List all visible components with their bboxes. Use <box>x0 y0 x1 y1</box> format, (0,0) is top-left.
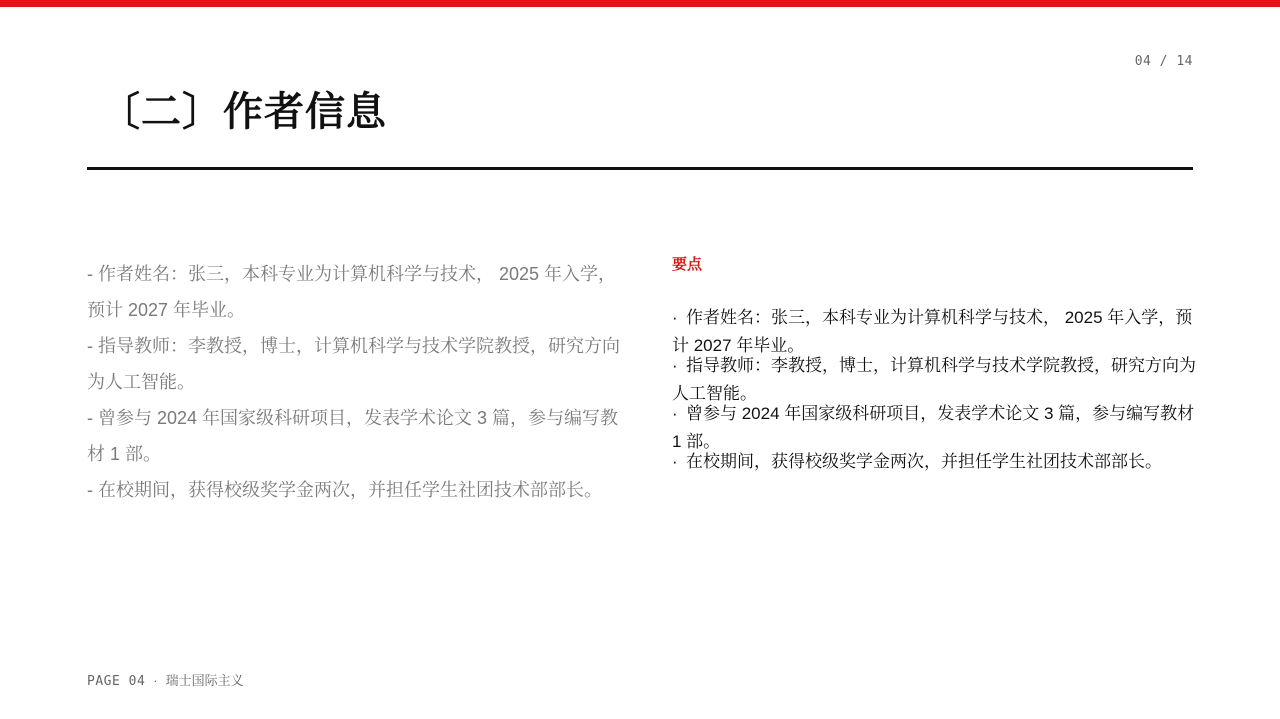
footer <box>87 670 244 689</box>
bullet-icon: · <box>672 404 678 423</box>
bullet-icon: · <box>672 452 678 471</box>
bullet-icon: · <box>672 308 678 327</box>
key-point-text: 指导教师：李教授，博士，计算机科学与技术学院教授，研究方向为人工智能。 <box>672 356 1196 403</box>
key-point-item <box>672 352 1207 403</box>
list-item: - 在校期间，获得校级奖学金两次，并担任学生社团技术部部长。 <box>87 480 602 500</box>
author-info-list <box>87 256 627 508</box>
footer-page-label: PAGE 04 <box>87 674 146 689</box>
list-item: - 作者姓名：张三，本科专业为计算机科学与技术， 2025 年入学，预计 2027 年毕业。 <box>87 264 617 320</box>
key-point-text: 作者姓名：张三，本科专业为计算机科学与技术， 2025 年入学，预计 2027 年毕业。 <box>672 308 1193 355</box>
list-item: - 曾参与 2024 年国家级科研项目，发表学术论文 3 篇，参与编写教材 1 部。 <box>87 408 619 464</box>
key-point-text: 在校期间，获得校级奖学金两次，并担任学生社团技术部部长。 <box>686 452 1162 471</box>
bullet-icon: · <box>672 356 678 375</box>
key-point-item <box>672 304 1207 355</box>
key-points-panel <box>672 254 1207 496</box>
footer-theme-name: 瑞士国际主义 <box>165 673 244 688</box>
key-points-label: 要点 <box>672 256 703 273</box>
footer-separator: · <box>153 673 158 688</box>
page-title: 〔二〕作者信息 <box>100 89 387 135</box>
top-accent-bar <box>0 0 1280 7</box>
list-item: - 指导教师：李教授，博士，计算机科学与技术学院教授，研究方向为人工智能。 <box>87 336 620 392</box>
page-counter: 04 / 14 <box>1134 54 1193 69</box>
key-point-text: 曾参与 2024 年国家级科研项目，发表学术论文 3 篇，参与编写教材 1 部。 <box>672 404 1195 451</box>
title-divider <box>87 167 1193 170</box>
key-point-item <box>672 400 1207 451</box>
key-points-list <box>672 304 1207 496</box>
key-point-item <box>672 448 1207 496</box>
